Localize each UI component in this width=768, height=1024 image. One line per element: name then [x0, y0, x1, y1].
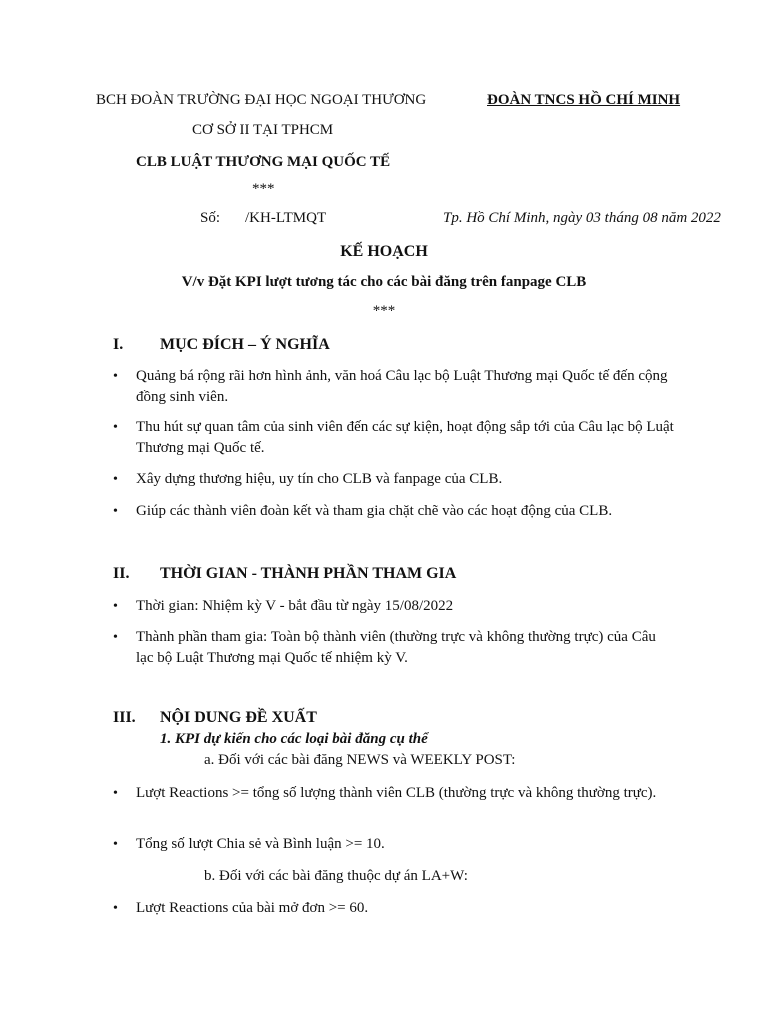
bullet-marker: •	[113, 901, 118, 916]
section-1-bullet: Giúp các thành viên đoàn kết và tham gia chặt chẽ vào các hoạt động của CLB.	[136, 503, 613, 519]
section-2-bullet: Thành phần tham gia: Toàn bộ thành viên (thường trực và không thường trực) của Câu lạc bộ Luật Thương mại Quốc tế nhiệm kỳ V.	[136, 629, 656, 666]
bullet-marker: •	[113, 504, 118, 519]
section-1-title: MỤC ĐÍCH – Ý NGHĨA	[160, 336, 330, 353]
doc-subtitle: V/v Đặt KPI lượt tương tác cho các bài đăng trên fanpage CLB	[181, 274, 587, 290]
section-1-bullet: Xây dựng thương hiệu, uy tín cho CLB và fanpage của CLB.	[136, 471, 503, 487]
org-right-title: ĐOÀN TNCS HỒ CHÍ MINH	[487, 92, 681, 108]
subsection-a-heading: a. Đối với các bài đăng NEWS và WEEKLY POST:	[204, 752, 516, 768]
section-2-number: II.	[113, 565, 130, 582]
doc-date: Tp. Hồ Chí Minh, ngày 03 tháng 08 năm 2022	[443, 210, 721, 226]
bullet-marker: •	[113, 599, 118, 614]
subsection-b-heading: b. Đối với các bài đăng thuộc dự án LA+W:	[204, 868, 468, 884]
bullet-marker: •	[113, 630, 118, 645]
doc-title: KẾ HOẠCH	[340, 243, 428, 260]
org-line-1: BCH ĐOÀN TRƯỜNG ĐẠI HỌC NGOẠI THƯƠNG	[96, 92, 427, 108]
section-3b-bullet: Lượt Reactions của bài mở đơn >= 60.	[136, 900, 369, 916]
section-2-title: THỜI GIAN - THÀNH PHẦN THAM GIA	[160, 565, 457, 582]
section-3a-bullet: Lượt Reactions >= tổng số lượng thành viên CLB (thường trực và không thường trực).	[136, 785, 657, 801]
club-name: CLB LUẬT THƯƠNG MẠI QUỐC TẾ	[136, 154, 391, 170]
section-2-bullet: Thời gian: Nhiệm kỳ V - bắt đầu từ ngày 15/08/2022	[136, 598, 454, 614]
section-3-number: III.	[113, 709, 136, 726]
org-line-2: CƠ SỞ II TẠI TPHCM	[192, 122, 334, 138]
bullet-marker: •	[113, 369, 118, 384]
header-stars: ***	[252, 181, 275, 197]
section-1-number: I.	[113, 336, 124, 353]
section-3-title: NỘI DUNG ĐỀ XUẤT	[160, 709, 317, 726]
title-stars: ***	[372, 303, 396, 319]
bullet-marker: •	[113, 786, 118, 801]
bullet-marker: •	[113, 472, 118, 487]
section-3a-bullet: Tổng số lượt Chia sẻ và Bình luận >= 10.	[136, 836, 385, 852]
section-1-bullet: Quảng bá rộng rãi hơn hình ảnh, văn hoá Câu lạc bộ Luật Thương mại Quốc tế đến cộng đồng sinh viên.	[136, 368, 668, 405]
subsection-1-heading: 1. KPI dự kiến cho các loại bài đăng cụ thể	[160, 731, 428, 747]
bullet-marker: •	[113, 420, 118, 435]
doc-number-label: Số:	[200, 210, 221, 226]
doc-number-code: /KH-LTMQT	[245, 210, 327, 226]
bullet-marker: •	[113, 837, 118, 852]
section-1-bullet: Thu hút sự quan tâm của sinh viên đến các sự kiện, hoạt động sắp tới của Câu lạc bộ Luật Thương mại Quốc tế.	[136, 419, 674, 456]
